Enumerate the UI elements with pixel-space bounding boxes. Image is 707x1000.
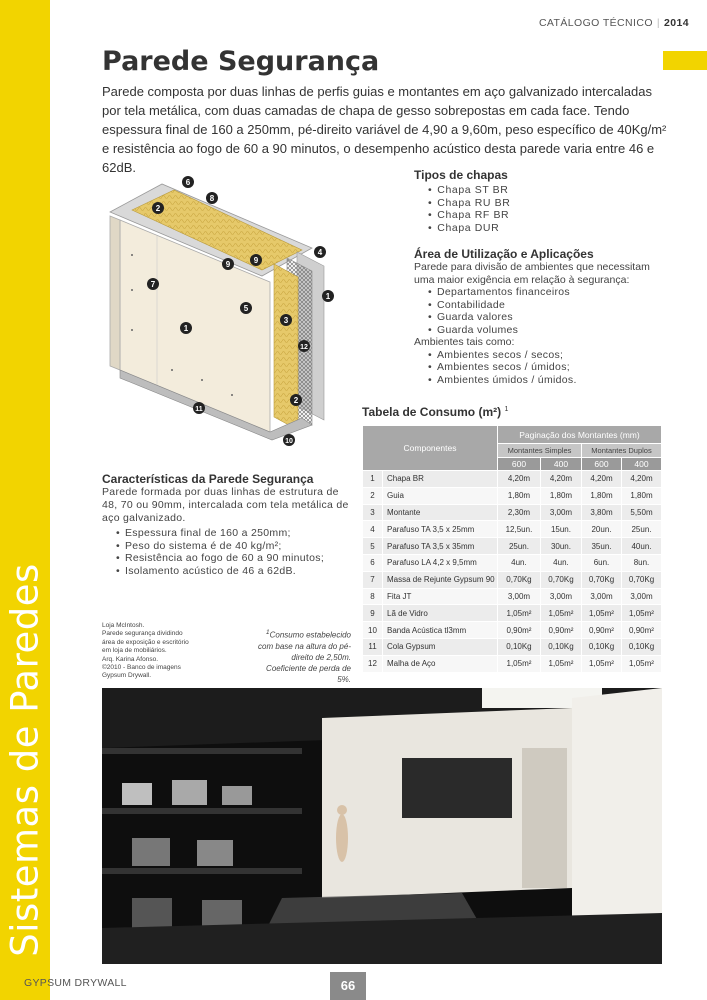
consumption-value: 2,30m bbox=[498, 504, 541, 521]
consumption-value: 4un. bbox=[540, 554, 581, 571]
table-row bbox=[363, 622, 662, 639]
callout-5 bbox=[240, 302, 252, 314]
table-row bbox=[363, 504, 662, 521]
component-name: Banda Acústica tl3mm bbox=[383, 622, 498, 639]
list-item: • Guarda volumes bbox=[428, 324, 664, 337]
consumption-value: 1,80m bbox=[621, 487, 661, 504]
table-footnote bbox=[258, 627, 351, 685]
list-item: • Chapa RF BR bbox=[428, 209, 510, 222]
svg-text:11: 11 bbox=[195, 406, 203, 413]
consumption-value: 4,20m bbox=[621, 471, 661, 488]
table-title bbox=[362, 405, 508, 419]
area-list bbox=[428, 286, 664, 336]
consumption-value: 4,20m bbox=[582, 471, 622, 488]
table-title-footnote: 1 bbox=[504, 406, 509, 413]
component-name: Parafuso TA 3,5 x 35mm bbox=[383, 538, 498, 555]
table-row bbox=[363, 487, 662, 504]
consumption-table bbox=[362, 425, 662, 673]
table-row bbox=[363, 588, 662, 605]
sidebar-band bbox=[0, 0, 50, 1000]
row-number: 12 bbox=[363, 655, 383, 672]
credit-line: Parede segurança dividindo bbox=[102, 630, 183, 638]
consumption-value: 30un. bbox=[540, 538, 581, 555]
consumption-value: 25un. bbox=[621, 521, 661, 538]
callout-12 bbox=[298, 340, 310, 352]
tipos-heading: Tipos de chapas bbox=[414, 168, 508, 182]
credit-line: Gypsum Drywall. bbox=[102, 672, 152, 680]
callout-9a bbox=[222, 258, 234, 270]
list-item: • Guarda valores bbox=[428, 311, 664, 324]
page-header bbox=[539, 17, 689, 29]
list-item: • Chapa RU BR bbox=[428, 197, 510, 210]
consumption-value: 0,90m² bbox=[540, 622, 581, 639]
row-number: 7 bbox=[363, 571, 383, 588]
list-item: • Chapa ST BR bbox=[428, 184, 510, 197]
row-number: 2 bbox=[363, 487, 383, 504]
row-number: 8 bbox=[363, 588, 383, 605]
catalog-label: CATÁLOGO TÉCNICO bbox=[538, 17, 653, 29]
consumption-value: 15un. bbox=[540, 521, 581, 538]
consumption-value: 0,90m² bbox=[498, 622, 541, 639]
callout-11 bbox=[193, 402, 205, 414]
callout-7 bbox=[147, 278, 159, 290]
consumption-value: 0,70Kg bbox=[621, 571, 661, 588]
carac-text: Parede formada por duas linhas de estrutura de 48, 70 ou 90mm, intercalada com tela metálica de aço galvanizado. bbox=[102, 486, 349, 524]
svg-text:12: 12 bbox=[300, 344, 308, 351]
wall-section-illustration bbox=[102, 170, 352, 455]
table-title-text: Tabela de Consumo (m²) bbox=[362, 405, 502, 419]
row-number: 9 bbox=[363, 605, 383, 622]
callout-4 bbox=[314, 246, 326, 258]
component-name: Parafuso TA 3,5 x 25mm bbox=[383, 521, 498, 538]
page-title: Parede Segurança bbox=[102, 46, 380, 77]
svg-text:2: 2 bbox=[155, 204, 161, 213]
table-row bbox=[363, 605, 662, 622]
consumption-value: 25un. bbox=[498, 538, 541, 555]
svg-text:1: 1 bbox=[325, 292, 331, 301]
component-name: Chapa BR bbox=[383, 471, 498, 488]
list-item: • Espessura final de 160 a 250mm; bbox=[116, 527, 357, 540]
header-componentes: Componentes bbox=[363, 426, 498, 471]
callout-1b bbox=[180, 322, 192, 334]
consumption-value: 1,80m bbox=[582, 487, 622, 504]
list-item: • Departamentos financeiros bbox=[428, 286, 664, 299]
table-row bbox=[363, 638, 662, 655]
consumption-value: 1,05m² bbox=[621, 655, 661, 672]
callout-9b bbox=[250, 254, 262, 266]
page-number: 66 bbox=[330, 972, 366, 1000]
accent-tab bbox=[663, 51, 707, 70]
header-col: 600 bbox=[582, 458, 622, 471]
svg-text:9: 9 bbox=[253, 256, 259, 265]
consumption-value: 0,10Kg bbox=[540, 638, 581, 655]
header-simples: Montantes Simples bbox=[498, 444, 582, 458]
consumption-value: 0,10Kg bbox=[582, 638, 622, 655]
credit-line: ©2010 - Banco de imagens bbox=[102, 664, 181, 672]
table-row bbox=[363, 471, 662, 488]
carac-heading: Características da Parede Segurança bbox=[102, 472, 314, 486]
consumption-value: 0,70Kg bbox=[582, 571, 622, 588]
list-item: • Ambientes úmidos / úmidos. bbox=[428, 374, 664, 387]
consumption-value: 1,05m² bbox=[582, 655, 622, 672]
area-text-2: Ambientes tais como: bbox=[414, 336, 515, 348]
component-name: Montante bbox=[383, 504, 498, 521]
component-name: Guia bbox=[383, 487, 498, 504]
component-name: Massa de Rejunte Gypsum 90 bbox=[383, 571, 498, 588]
component-name: Parafuso LA 4,2 x 9,5mm bbox=[383, 554, 498, 571]
consumption-value: 3,00m bbox=[498, 588, 541, 605]
row-number: 4 bbox=[363, 521, 383, 538]
consumption-value: 1,05m² bbox=[498, 605, 541, 622]
consumption-value: 1,05m² bbox=[498, 655, 541, 672]
svg-text:6: 6 bbox=[185, 178, 191, 187]
callout-1a bbox=[322, 290, 334, 302]
consumption-value: 1,80m bbox=[498, 487, 541, 504]
area-list-2 bbox=[428, 349, 664, 387]
consumption-value: 3,00m bbox=[540, 588, 581, 605]
svg-text:10: 10 bbox=[285, 438, 293, 445]
header-paginacao: Paginação dos Montantes (mm) bbox=[498, 426, 662, 444]
consumption-value: 1,05m² bbox=[540, 605, 581, 622]
component-name: Cola Gypsum bbox=[383, 638, 498, 655]
consumption-value: 0,10Kg bbox=[498, 638, 541, 655]
consumption-value: 6un. bbox=[582, 554, 622, 571]
consumption-value: 3,00m bbox=[540, 504, 581, 521]
consumption-value: 3,00m bbox=[582, 588, 622, 605]
header-col: 400 bbox=[540, 458, 581, 471]
callout-2 bbox=[152, 202, 164, 214]
svg-text:2: 2 bbox=[293, 396, 299, 405]
tipos-list bbox=[428, 184, 510, 234]
consumption-value: 0,10Kg bbox=[621, 638, 661, 655]
table-row bbox=[363, 571, 662, 588]
row-number: 3 bbox=[363, 504, 383, 521]
svg-text:1: 1 bbox=[183, 324, 189, 333]
table-row bbox=[363, 655, 662, 672]
sidebar-section-title: Sistemas de Paredes bbox=[3, 563, 47, 957]
header-duplos: Montantes Duplos bbox=[582, 444, 662, 458]
component-name: Fita JT bbox=[383, 588, 498, 605]
footnote-marker: 1 bbox=[265, 629, 270, 636]
credit-line: em loja de mobiliários. bbox=[102, 647, 167, 655]
store-interior-photo bbox=[102, 688, 662, 964]
list-item: • Isolamento acústico de 46 a 62dB. bbox=[116, 565, 357, 578]
svg-text:7: 7 bbox=[150, 280, 156, 289]
consumption-value: 20un. bbox=[582, 521, 622, 538]
consumption-value: 0,70Kg bbox=[498, 571, 541, 588]
credit-line: área de exposição e escritório bbox=[102, 638, 189, 646]
consumption-value: 3,80m bbox=[582, 504, 622, 521]
carac-list bbox=[116, 527, 357, 577]
callout-10 bbox=[283, 434, 295, 446]
consumption-value: 3,00m bbox=[621, 588, 661, 605]
svg-text:9: 9 bbox=[225, 260, 231, 269]
consumption-value: 1,80m bbox=[540, 487, 581, 504]
table-row bbox=[363, 538, 662, 555]
callout-3 bbox=[280, 314, 292, 326]
consumption-value: 1,05m² bbox=[540, 655, 581, 672]
intro-paragraph: Parede composta por duas linhas de perfis guias e montantes em aço galvanizado intercaladas por tela metálica, com duas camadas de chapa de gesso sobrepostas em cada face. Tendo espessura final de 160 a 250mm, pé-direito variável de 4,90 a 9,60m, peso específico de 40Kg/m² e resistência ao fogo de 60 a 90 minutos, o desempenho acústico desta parede varia entre 46 e 62dB. bbox=[102, 84, 667, 175]
list-item: • Ambientes secos / secos; bbox=[428, 349, 664, 362]
consumption-value: 4,20m bbox=[498, 471, 541, 488]
list-item: • Resistência ao fogo de 60 a 90 minutos; bbox=[116, 552, 357, 565]
consumption-value: 4,20m bbox=[540, 471, 581, 488]
photo-credit bbox=[102, 622, 222, 681]
component-name: Malha de Aço bbox=[383, 655, 498, 672]
list-item: • Chapa DUR bbox=[428, 222, 510, 235]
list-item: • Peso do sistema é de 40 kg/m²; bbox=[116, 540, 357, 553]
callout-6 bbox=[182, 176, 194, 188]
svg-text:5: 5 bbox=[243, 304, 249, 313]
header-col: 600 bbox=[498, 458, 541, 471]
row-number: 10 bbox=[363, 622, 383, 639]
row-number: 11 bbox=[363, 638, 383, 655]
area-text: Parede para divisão de ambientes que necessitam uma maior exigência em relação à segurança: bbox=[414, 261, 650, 286]
caracteristicas bbox=[102, 472, 357, 577]
svg-text:8: 8 bbox=[209, 194, 215, 203]
consumption-value: 1,05m² bbox=[582, 605, 622, 622]
consumption-value: 1,05m² bbox=[621, 605, 661, 622]
consumption-value: 0,90m² bbox=[621, 622, 661, 639]
list-item: • Ambientes secos / úmidos; bbox=[428, 361, 664, 374]
footer-brand: GYPSUM DRYWALL bbox=[24, 977, 127, 989]
footnote-text: Consumo estabelecido com base na altura do pé-direito de 2,50m. Coeficiente de perda de 5%. bbox=[258, 630, 351, 684]
consumption-value: 4un. bbox=[498, 554, 541, 571]
consumption-value: 40un. bbox=[621, 538, 661, 555]
list-item: • Contabilidade bbox=[428, 299, 664, 312]
component-name: Lã de Vidro bbox=[383, 605, 498, 622]
svg-text:3: 3 bbox=[283, 316, 289, 325]
row-number: 5 bbox=[363, 538, 383, 555]
tipos-de-chapas bbox=[414, 168, 510, 234]
catalog-year: 2014 bbox=[664, 17, 689, 29]
consumption-value: 0,90m² bbox=[582, 622, 622, 639]
row-number: 6 bbox=[363, 554, 383, 571]
area-de-utilizacao bbox=[414, 247, 664, 386]
credit-line: Arq. Karina Afonso. bbox=[102, 655, 159, 663]
credit-line: Loja McIntosh. bbox=[102, 622, 145, 629]
header-col: 400 bbox=[621, 458, 661, 471]
consumption-value: 5,50m bbox=[621, 504, 661, 521]
consumption-value: 8un. bbox=[621, 554, 661, 571]
consumption-value: 35un. bbox=[582, 538, 622, 555]
callout-8 bbox=[206, 192, 218, 204]
consumption-value: 12,5un. bbox=[498, 521, 541, 538]
callout-2b bbox=[290, 394, 302, 406]
table-row bbox=[363, 521, 662, 538]
svg-text:4: 4 bbox=[317, 248, 323, 257]
area-heading: Área de Utilização e Aplicações bbox=[414, 247, 594, 261]
consumption-value: 0,70Kg bbox=[540, 571, 581, 588]
header-separator: | bbox=[656, 17, 661, 29]
table-row bbox=[363, 554, 662, 571]
row-number: 1 bbox=[363, 471, 383, 488]
